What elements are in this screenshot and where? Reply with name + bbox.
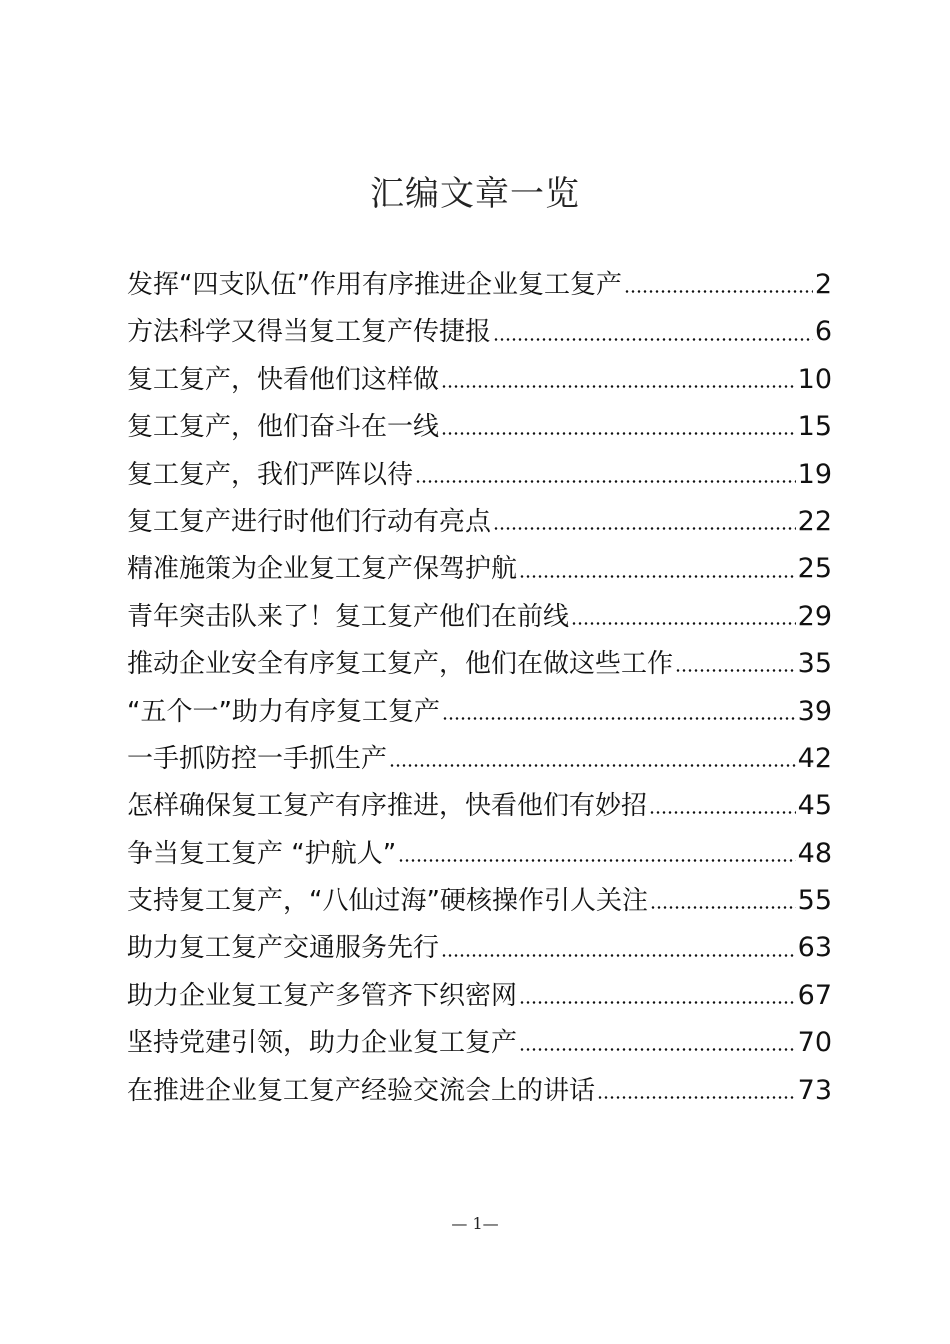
toc-page-number: 70 — [797, 1027, 832, 1059]
toc-dot-leader — [519, 1048, 796, 1051]
toc-entry-title: 助力企业复工复产多管齐下织密网 — [127, 980, 518, 1011]
toc-page-number: 67 — [797, 979, 832, 1011]
toc-page-number: 22 — [797, 505, 832, 537]
toc-dot-leader — [442, 717, 796, 720]
toc-page-number: 15 — [797, 411, 832, 443]
toc-dot-leader — [650, 906, 796, 909]
toc-entry-title: 在推进企业复工复产经验交流会上的讲话 — [127, 1075, 596, 1106]
toc-entry-title: 复工复产，我们严阵以待 — [127, 459, 414, 490]
toc-page-number: 55 — [797, 885, 832, 917]
toc-page-number: 35 — [797, 648, 832, 680]
toc-entry[interactable] — [127, 735, 832, 782]
toc-page-number: 39 — [797, 695, 832, 727]
toc-page-number: 29 — [797, 600, 832, 632]
toc-page-number: 2 — [814, 269, 832, 300]
toc-entry[interactable] — [127, 924, 832, 971]
toc-entry[interactable] — [127, 877, 832, 924]
toc-dot-leader — [519, 1001, 796, 1004]
toc-entry-title: 复工复产，他们奋斗在一线 — [127, 412, 440, 443]
toc-entry-title: 争当复工复产 “护航人” — [127, 838, 397, 869]
toc-entry[interactable] — [127, 308, 832, 355]
toc-entry-title: 发挥“四支队伍”作用有序推进企业复工复产 — [127, 270, 622, 300]
toc-entry-title: 怎样确保复工复产有序推进，快看他们有妙招 — [127, 791, 648, 822]
toc-entry[interactable] — [127, 830, 832, 877]
toc-page-number: 48 — [797, 837, 832, 869]
toc-entry[interactable] — [127, 261, 832, 308]
toc-dot-leader — [441, 385, 796, 388]
toc-entry-title: 助力复工复产交通服务先行 — [127, 933, 440, 964]
page-number-footer: — 1— — [451, 1214, 499, 1233]
toc-entry[interactable] — [127, 782, 832, 829]
toc-dot-leader — [441, 954, 796, 957]
toc-dot-leader — [415, 480, 796, 483]
toc-dot-leader — [493, 338, 813, 341]
toc-dot-leader — [649, 811, 796, 814]
toc-dot-leader — [398, 859, 795, 862]
toc-entry-title: 支持复工复产，“八仙过海”硬核操作引人关注 — [127, 886, 648, 917]
table-of-contents — [127, 261, 832, 1114]
toc-entry-title: 方法科学又得当复工复产传捷报 — [127, 317, 492, 348]
toc-dot-leader — [493, 527, 796, 530]
toc-entry-title: 精准施策为企业复工复产保驾护航 — [127, 554, 518, 585]
toc-entry[interactable] — [127, 688, 832, 735]
toc-dot-leader — [389, 764, 796, 767]
toc-entry-title: 复工复产进行时他们行动有亮点 — [127, 506, 492, 537]
toc-entry[interactable] — [127, 498, 832, 545]
toc-entry[interactable] — [127, 972, 832, 1019]
toc-dot-leader — [597, 1096, 796, 1099]
toc-entry[interactable] — [127, 545, 832, 592]
toc-dot-leader — [571, 622, 796, 625]
toc-page-number: 73 — [797, 1074, 832, 1106]
toc-entry-title: “五个一”助力有序复工复产 — [127, 696, 440, 727]
page-title: 汇编文章一览 — [370, 174, 580, 214]
toc-page-number: 6 — [814, 316, 832, 348]
toc-entry-title: 推动企业安全有序复工复产，他们在做这些工作 — [127, 649, 674, 680]
toc-dot-leader — [519, 575, 796, 578]
toc-dot-leader — [675, 669, 796, 672]
toc-page-number: 10 — [797, 363, 832, 395]
toc-dot-leader — [441, 432, 796, 435]
toc-entry-title: 青年突击队来了！复工复产他们在前线 — [127, 601, 570, 632]
toc-entry-title: 坚持党建引领，助力企业复工复产 — [127, 1028, 518, 1059]
toc-entry[interactable] — [127, 593, 832, 640]
toc-page-number: 25 — [797, 553, 832, 585]
toc-page-number: 19 — [797, 458, 832, 490]
toc-page-number: 42 — [797, 742, 832, 774]
toc-page-number: 63 — [797, 932, 832, 964]
toc-entry[interactable] — [127, 356, 832, 403]
toc-entry[interactable] — [127, 1067, 832, 1114]
toc-entry[interactable] — [127, 403, 832, 450]
toc-dot-leader — [624, 290, 813, 293]
toc-entry-title: 一手抓防控一手抓生产 — [127, 743, 388, 774]
toc-entry[interactable] — [127, 451, 832, 498]
toc-page-number: 45 — [797, 790, 832, 822]
toc-entry[interactable] — [127, 640, 832, 687]
toc-entry-title: 复工复产，快看他们这样做 — [127, 364, 440, 395]
toc-entry[interactable] — [127, 1019, 832, 1066]
